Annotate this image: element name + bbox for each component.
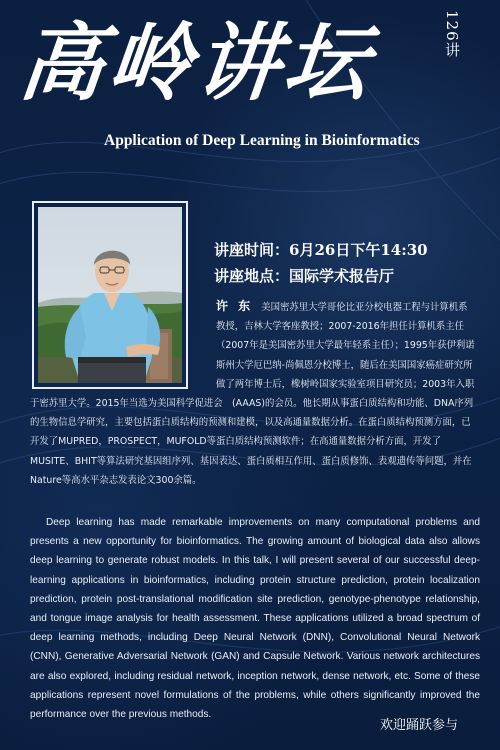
speaker-bio (30, 297, 476, 527)
lecture-time-value: 6月26日下午14:30 (289, 241, 428, 259)
lecture-time-label: 讲座时间： (214, 241, 290, 259)
lecture-number: 126讲 (443, 10, 461, 58)
lecture-location (214, 266, 394, 286)
talk-abstract: Deep learning has made remarkable improvements on many computational problems and presents a new opportunity for bioinformatics. The growing amount of biological data also allows deep learning to generate robust models. In this talk, I will present several of our successful deep-learning applications in bioinformatics, including protein structure prediction, protein localization prediction, protein post-translational modification site prediction, genotype-phenotype relationship, and tongue image analysis for health assessment. These applications utilized a broad spectrum of deep learning methods, including Deep Neural Network (DNN), Convolutional Neural Network (CNN), Generative Adversarial Network (GAN) and Capsule Network. Various network architectures are also explored, including residual network, inception network, dense network, etc. Some of these applications represent novel formulations of the problems, while others significantly improved the performance over the previous methods. (30, 517, 480, 721)
welcome-message: 欢迎踊跃参与 (380, 718, 459, 733)
talk-title: Application of Deep Learning in Bioinformatics (104, 132, 420, 149)
bio-photo-spacer (30, 297, 216, 393)
lecture-series-title: 高岭讲坛 (14, 13, 378, 112)
speaker-bio-text: 美国密苏里大学哥伦比亚分校电器工程与计算机系教授，吉林大学客座教授；2007-2016年担任计算机系主任（2007年是美国密苏里大学最年轻系主任）；1995年获伊利诺斯州大学厄巴纳-尚佩恩分校博士，随后在美国国家癌症研究所做了两年博士后，橡树岭国家实验室项目研究员；2003年入职于密苏里大学。2015年当选为美国科学促进会 (AAAS)的会员。他长期从事蛋白质结构和功能、DNA序列的生物信息学研究，主要包括蛋白质结构的预测和建模，以及高通量数据分析。在蛋白质结构预测方面，已开发了MUPRED，PROSPECT，MUFOLD等蛋白质结构预测软件；在高通量数据分析方面，开发了MUSITE、BHIT等算法研究基因组序列、基因表达、蛋白质相互作用、蛋白质修饰、表观遗传等问题，并在Nature等高水平杂志发表论文300余篇。 (30, 302, 475, 486)
lecture-location-value: 国际学术报告厅 (289, 267, 395, 285)
speaker-name: 许 东 (216, 299, 254, 313)
lecture-location-label: 讲座地点： (214, 267, 290, 285)
lecture-time (214, 240, 428, 260)
